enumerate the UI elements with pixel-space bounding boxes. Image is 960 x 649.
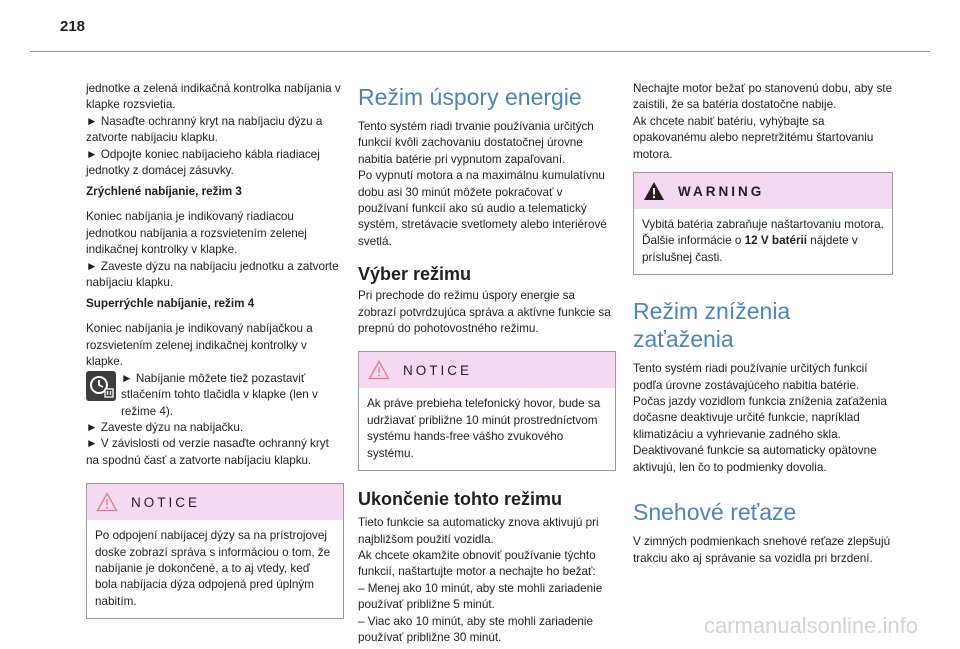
notice-label: NOTICE xyxy=(403,362,473,378)
section-title: Ukončenie tohto režimu xyxy=(358,489,563,510)
column-1 xyxy=(86,81,344,619)
paragraph: V zimných podmienkach snehové reťaze zlepšujú trakciu ako aj správanie sa vozidla pri brzdení. xyxy=(633,535,891,565)
paragraph: Počas jazdy vozidlom funkcia zníženia zaťaženia dočasne deaktivuje určité funkcie, napríklad klimatizáciu a vyhrievanie zadného skla. xyxy=(633,395,887,441)
warning-icon xyxy=(643,181,665,201)
chapter-title: Režim úspory energie xyxy=(358,84,582,110)
header-rule xyxy=(30,51,930,52)
subheading: Superrýchle nabíjanie, režim 4 xyxy=(86,297,255,311)
notice-text: Ak práve prebieha telefonický hovor, bude sa udržiavať približne 10 minút prostredníctvom systému hands-free vášho zvukového systému. xyxy=(367,397,601,460)
notice-header xyxy=(87,484,343,520)
notice-header xyxy=(359,352,615,388)
warning-text-part: nájdete v príslušnej časti. xyxy=(642,234,858,264)
chapter-title: Režim zníženia zaťaženia xyxy=(633,298,791,353)
warning-header xyxy=(634,173,892,209)
paragraph: Ak chcete okamžite obnoviť používanie týchto funkcií, naštartujte motor a nechajte ho bežať: xyxy=(358,548,596,579)
warning-text-part: Ďalšie informácie o xyxy=(642,234,745,248)
paragraph: Po vypnutí motora a na maximálnu kumulatívnu dobu asi 30 minút môžete pokračovať v používaní funkcií ako sú audio a telematický systém, stretávacie svetlomety alebo interiérové svetlá. xyxy=(358,169,607,248)
paragraph: Tento systém riadi používanie určitých funkcií podľa úrovne zostávajúceho nabitia batérie. xyxy=(633,362,868,392)
notice-text: Po odpojení nabíjacej dýzy sa na prístrojovej doske zobrazí správa s informáciou o tom, že nabíjanie je dokončené, a to aj vtedy, keď bola nabíjacia dýza odpojená pred úplným nabitím. xyxy=(95,529,331,608)
notice-label: NOTICE xyxy=(131,494,201,510)
paragraph: jednotke a zelená indikačná kontrolka nabíjania v klapke rozsvietia. xyxy=(86,82,341,112)
column-3 xyxy=(633,81,893,567)
paragraph: Koniec nabíjania je indikovaný riadiacou jednotkou nabíjania a rozsvietením zelenej indikačnej kontrolky v klapke. xyxy=(86,210,307,257)
paragraph: Nechajte motor bežať po stanovenú dobu, aby ste zaistili, že sa batéria dostatočne nabije. xyxy=(633,82,893,112)
paragraph: Deaktivované funkcie sa automaticky opätovne aktivujú, len čo to podmienky dovolia. xyxy=(633,444,877,474)
list-item: – Viac ako 10 minút, aby ste mohli zariadenie používať približne 30 minút. xyxy=(358,614,593,644)
paragraph: Ak chcete nabiť batériu, vyhýbajte sa opakovanému alebo nepretržitému štartovaniu motora. xyxy=(633,114,874,161)
bullet: ► Zaveste dýzu na nabíjačku. xyxy=(86,420,244,434)
paragraph: Tieto funkcie sa automaticky znova aktivujú pri najbližšom použití vozidla. xyxy=(358,516,599,546)
bullet: ► Odpojte koniec nabíjacieho kábla riadiacej jednotky z domácej zásuvky. xyxy=(86,147,320,178)
bullet: ► Zaveste dýzu na nabíjaciu jednotku a zatvorte nabíjaciu klapku. xyxy=(86,259,339,290)
paragraph: ► Nabíjanie môžete tiež pozastaviť stlačením tohto tlačidla v klapke (len v režime 4). xyxy=(121,371,318,418)
icon-paragraph xyxy=(86,371,344,420)
chapter-title: Snehové reťaze xyxy=(633,499,797,526)
warning-label: WARNING xyxy=(678,183,765,199)
notice-icon xyxy=(368,360,390,380)
notice-icon xyxy=(96,492,118,512)
section-title: Výber režimu xyxy=(358,264,472,285)
charge-pause-button-icon xyxy=(86,371,116,401)
bullet: ► V závislosti od verzie nasaďte ochranný kryt na spodnú časť a zatvorte nabíjaciu klapku. xyxy=(86,437,329,467)
warning-text-bold: 12 V batérii xyxy=(744,234,808,248)
paragraph: Pri prechode do režimu úspory energie sa zobrazí potvrdzujúca správa a aktívne funkcie sa prepnú do pohotovostného režimu. xyxy=(358,289,611,336)
column-2 xyxy=(358,83,616,646)
warning-box xyxy=(633,172,893,275)
subheading: Zrýchlené nabíjanie, režim 3 xyxy=(86,185,242,199)
notice-box xyxy=(358,351,616,471)
warning-text: Vybitá batéria zabraňuje naštartovaniu motora. xyxy=(642,218,884,232)
list-item: – Menej ako 10 minút, aby ste mohli zariadenie používať približne 5 minút. xyxy=(358,581,603,612)
bullet: ► Nasaďte ochranný kryt na nabíjaciu dýzu a zatvorte nabíjaciu klapku. xyxy=(86,114,323,145)
watermark: carmanualsonline.info xyxy=(703,613,918,638)
paragraph: Tento systém riadi trvanie používania určitých funkcií kvôli zachovaniu dostatočnej úrovne nabitia batérie pri vypnutom zapaľovaní. xyxy=(358,120,594,166)
notice-box xyxy=(86,483,344,619)
page-number: 218 xyxy=(60,18,86,35)
warning-text xyxy=(642,233,884,266)
paragraph: Koniec nabíjania je indikovaný nabíjačkou a rozsvietením zelenej indikačnej kontrolky v klapke. xyxy=(86,322,313,369)
